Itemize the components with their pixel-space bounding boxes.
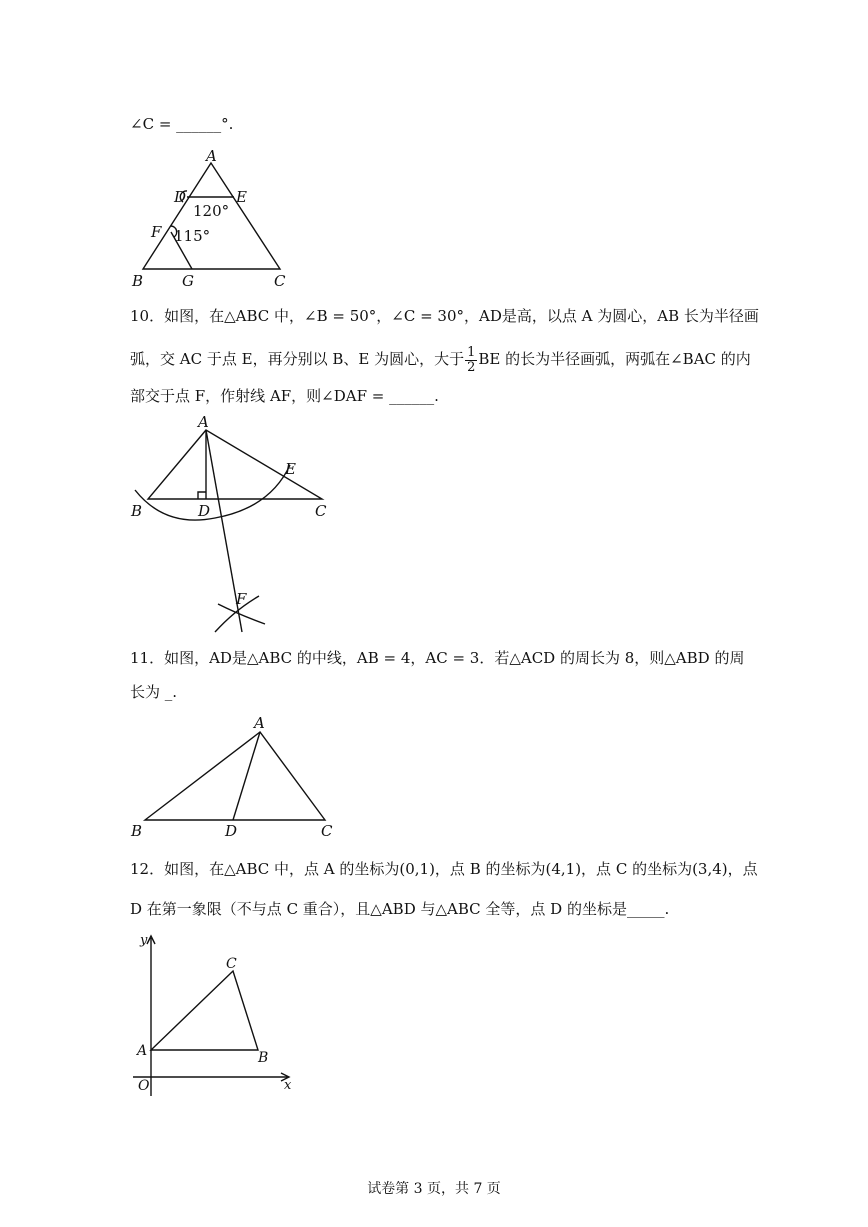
label-c: C [315, 502, 327, 520]
q10-line-2-pre: 弧，交 AC 于点 E，再分别以 B、E 为圆心，大于 [130, 350, 465, 368]
angle-label-115: 115° [174, 227, 211, 245]
label-a: A [137, 1043, 148, 1059]
figure-12-coordinate-plane [125, 928, 305, 1108]
figure-11-triangle [125, 712, 345, 842]
label-f: F [151, 223, 162, 241]
label-d: D [198, 502, 211, 520]
figure-10-construction [125, 410, 345, 640]
label-a: A [254, 714, 265, 732]
triangle-abc [145, 732, 325, 820]
label-b: B [131, 822, 143, 840]
right-angle-mark [198, 492, 206, 499]
q10-line-3: 部交于点 F，作射线 AF，则∠DAF = ______. [130, 387, 439, 405]
page-footer: 试卷第 3 页，共 7 页 [367, 1181, 501, 1197]
label-d: D [225, 822, 238, 840]
q11-line-1: 11．如图，AD是△ABC 的中线，AB = 4，AC = 3．若△ACD 的周长为 8，则△ABD 的周 [130, 649, 745, 667]
label-f: F [236, 590, 247, 608]
fraction-numerator: 1 [467, 344, 476, 360]
q12-line-1: 12．如图，在△ABC 中，点 A 的坐标为(0,1)，点 B 的坐标为(4,1)，点 C 的坐标为(3,4)，点 [130, 860, 758, 878]
label-b: B [132, 272, 144, 290]
label-b: B [131, 502, 143, 520]
label-b: B [258, 1050, 269, 1066]
label-c: C [321, 822, 333, 840]
angle-label-120: 120° [193, 202, 230, 220]
label-d: D [174, 188, 187, 206]
label-y: y [140, 933, 148, 948]
fraction-denominator: 2 [467, 359, 476, 375]
label-a: A [198, 413, 209, 431]
arc-centered-a [135, 465, 290, 520]
label-x: x [284, 1078, 292, 1093]
triangle-abc [151, 971, 258, 1050]
q10-line-2 [130, 342, 751, 376]
q9-answer-line: ∠C = ______°. [130, 115, 234, 133]
label-c: C [226, 956, 237, 972]
label-e: E [236, 188, 247, 206]
q10-line-2-post: BE 的长为半径画弧，两弧在∠BAC 的内 [478, 350, 751, 368]
median-ad [233, 732, 260, 820]
label-c: C [274, 272, 286, 290]
q11-line-2: 长为 _. [130, 683, 178, 701]
label-g: G [182, 272, 194, 290]
fraction-one-half [465, 346, 477, 375]
q10-line-1: 10．如图，在△ABC 中，∠B = 50°，∠C = 30°，AD是高，以点 A 为圆心，AB 长为半径画 [130, 307, 759, 325]
q12-line-2: D 在第一象限（不与点 C 重合），且△ABD 与△ABC 全等，点 D 的坐标是_____. [130, 900, 670, 918]
figure-9-triangle [125, 145, 295, 295]
label-a: A [206, 147, 217, 165]
label-o: O [138, 1078, 150, 1094]
label-e: E [285, 460, 296, 478]
